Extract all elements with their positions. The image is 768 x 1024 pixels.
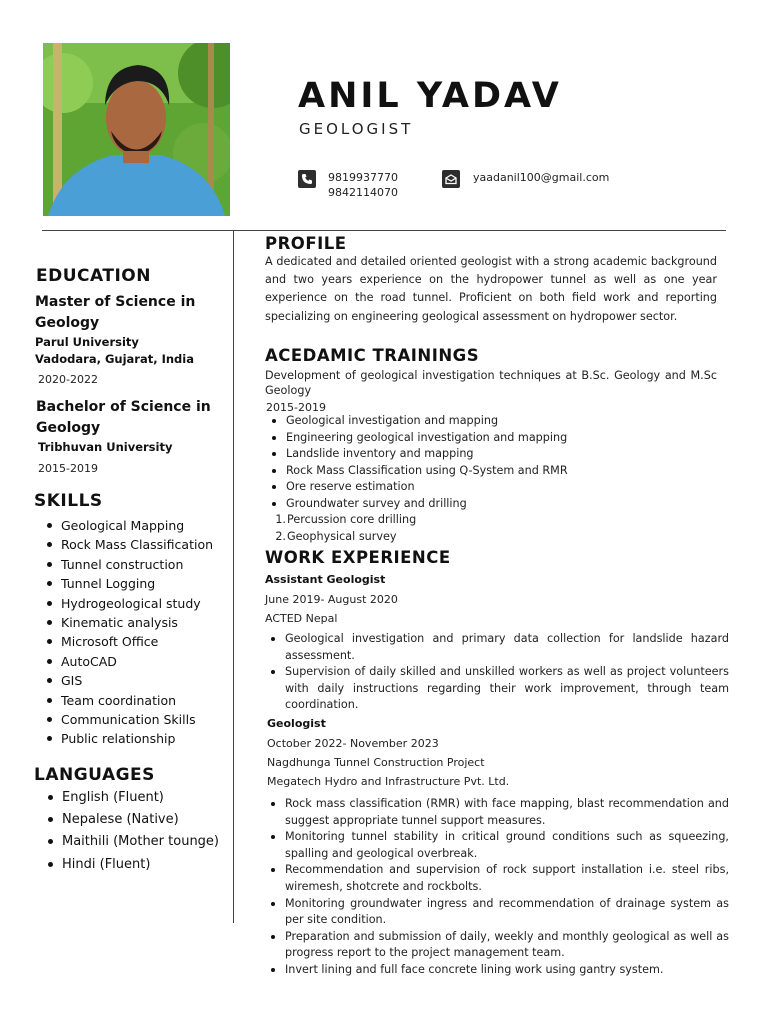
job-company: Megatech Hydro and Infrastructure Pvt. Ltd. (267, 775, 510, 788)
academic-subitem (270, 529, 416, 546)
job-duty: Recommendation and supervision of rock support installation i.e. steel ribs, wiremesh, shotcrete and rockbolts. (269, 862, 729, 895)
skill-item: Kinematic analysis (45, 613, 213, 632)
profile-photo (43, 43, 230, 216)
academic-item: Geological investigation and mapping (270, 413, 568, 430)
profile-heading: PROFILE (265, 234, 347, 253)
academic-list (270, 413, 568, 512)
education-institution: Parul University (35, 335, 139, 349)
academic-item: Engineering geological investigation and mapping (270, 430, 568, 447)
job-duty: Rock mass classification (RMR) with face mapping, blast recommendation and suggest appropriate tunnel support measures. (269, 796, 729, 829)
job-title: Geologist (267, 717, 326, 730)
language-item: Maithili (Mother tounge) (46, 831, 219, 853)
column-divider (233, 231, 234, 923)
skill-item: Hydrogeological study (45, 594, 213, 613)
language-item: Hindi (Fluent) (46, 854, 219, 876)
education-heading: EDUCATION (36, 266, 151, 286)
phone-number-primary[interactable]: 9819937770 (328, 171, 398, 184)
academic-item: Groundwater survey and drilling (270, 496, 568, 513)
academic-years: 2015-2019 (266, 401, 326, 414)
job-duty: Supervision of daily skilled and unskilled workers as well as project volunteers with daily instructions regarding their work improvement, through team coordination. (269, 664, 729, 714)
skill-item: Tunnel Logging (45, 574, 213, 593)
phone-number-secondary[interactable]: 9842114070 (328, 186, 398, 199)
job-company: ACTED Nepal (265, 612, 338, 625)
skills-heading: SKILLS (34, 491, 103, 511)
education-degree: Master of Science in Geology (35, 294, 196, 331)
skill-item: Rock Mass Classification (45, 535, 213, 554)
language-item: Nepalese (Native) (46, 809, 219, 831)
academic-item: Ore reserve estimation (270, 479, 568, 496)
academic-subitem (270, 512, 416, 529)
skill-item: AutoCAD (45, 652, 213, 671)
job-duties (269, 796, 729, 979)
academic-item: Rock Mass Classification using Q-System and RMR (270, 463, 568, 480)
subitem-text: Percussion core drilling (287, 513, 417, 526)
academic-item: Landslide inventory and mapping (270, 446, 568, 463)
candidate-role: GEOLOGIST (299, 120, 414, 138)
candidate-name: ANIL YADAV (298, 76, 562, 116)
subitem-number: 2. (275, 529, 286, 543)
skill-item: Microsoft Office (45, 632, 213, 651)
email-icon (442, 170, 460, 188)
skill-item: GIS (45, 671, 213, 690)
education-degree: Bachelor of Science in Geology (36, 399, 211, 436)
language-item: English (Fluent) (46, 787, 219, 809)
subitem-text: Geophysical survey (287, 529, 397, 543)
education-years: 2020-2022 (38, 373, 98, 386)
job-duty: Geological investigation and primary data collection for landslide hazard assessment. (269, 631, 729, 664)
work-heading: WORK EXPERIENCE (265, 548, 451, 567)
languages-heading: LANGUAGES (34, 765, 155, 785)
education-location: Vadodara, Gujarat, India (35, 352, 194, 366)
academic-sublist (270, 512, 416, 545)
subitem-number: 1. (275, 513, 286, 526)
job-duty: Monitoring groundwater ingress and recommendation of drainage system as per site condition. (269, 896, 729, 929)
skill-item: Public relationship (45, 729, 213, 748)
job-duty: Invert lining and full face concrete lining work using gantry system. (269, 962, 729, 979)
job-duty: Monitoring tunnel stability in critical ground conditions such as squeezing, spalling and geological overbreak. (269, 829, 729, 862)
header-divider (42, 230, 726, 231)
job-period: June 2019- August 2020 (265, 593, 398, 606)
job-title: Assistant Geologist (265, 573, 386, 586)
education-years: 2015-2019 (38, 462, 98, 475)
academic-heading: ACEDAMIC TRAININGS (265, 346, 480, 365)
job-duty: Preparation and submission of daily, weekly and monthly geological as well as progress report to the project management team. (269, 929, 729, 962)
phone-icon (298, 170, 316, 188)
job-period: October 2022- November 2023 (267, 737, 439, 750)
education-institution: Tribhuvan University (38, 440, 173, 454)
skills-list (45, 516, 213, 749)
skill-item: Geological Mapping (45, 516, 213, 535)
languages-list (46, 787, 219, 876)
email-address[interactable]: yaadanil100@gmail.com (473, 171, 610, 184)
job-project: Nagdhunga Tunnel Construction Project (267, 756, 485, 769)
skill-item: Tunnel construction (45, 555, 213, 574)
academic-description: Development of geological investigation techniques at B.Sc. Geology and M.Sc Geology (265, 369, 717, 397)
job-duties (269, 631, 729, 714)
profile-summary: A dedicated and detailed oriented geologist with a strong academic background and two years experience on the hydropower tunnel as well as one year experience on the road tunnel. Proficient on both field work and reporting specializing on engineering geological assessment on hydropower sector. (265, 255, 717, 323)
skill-item: Team coordination (45, 691, 213, 710)
skill-item: Communication Skills (45, 710, 213, 729)
